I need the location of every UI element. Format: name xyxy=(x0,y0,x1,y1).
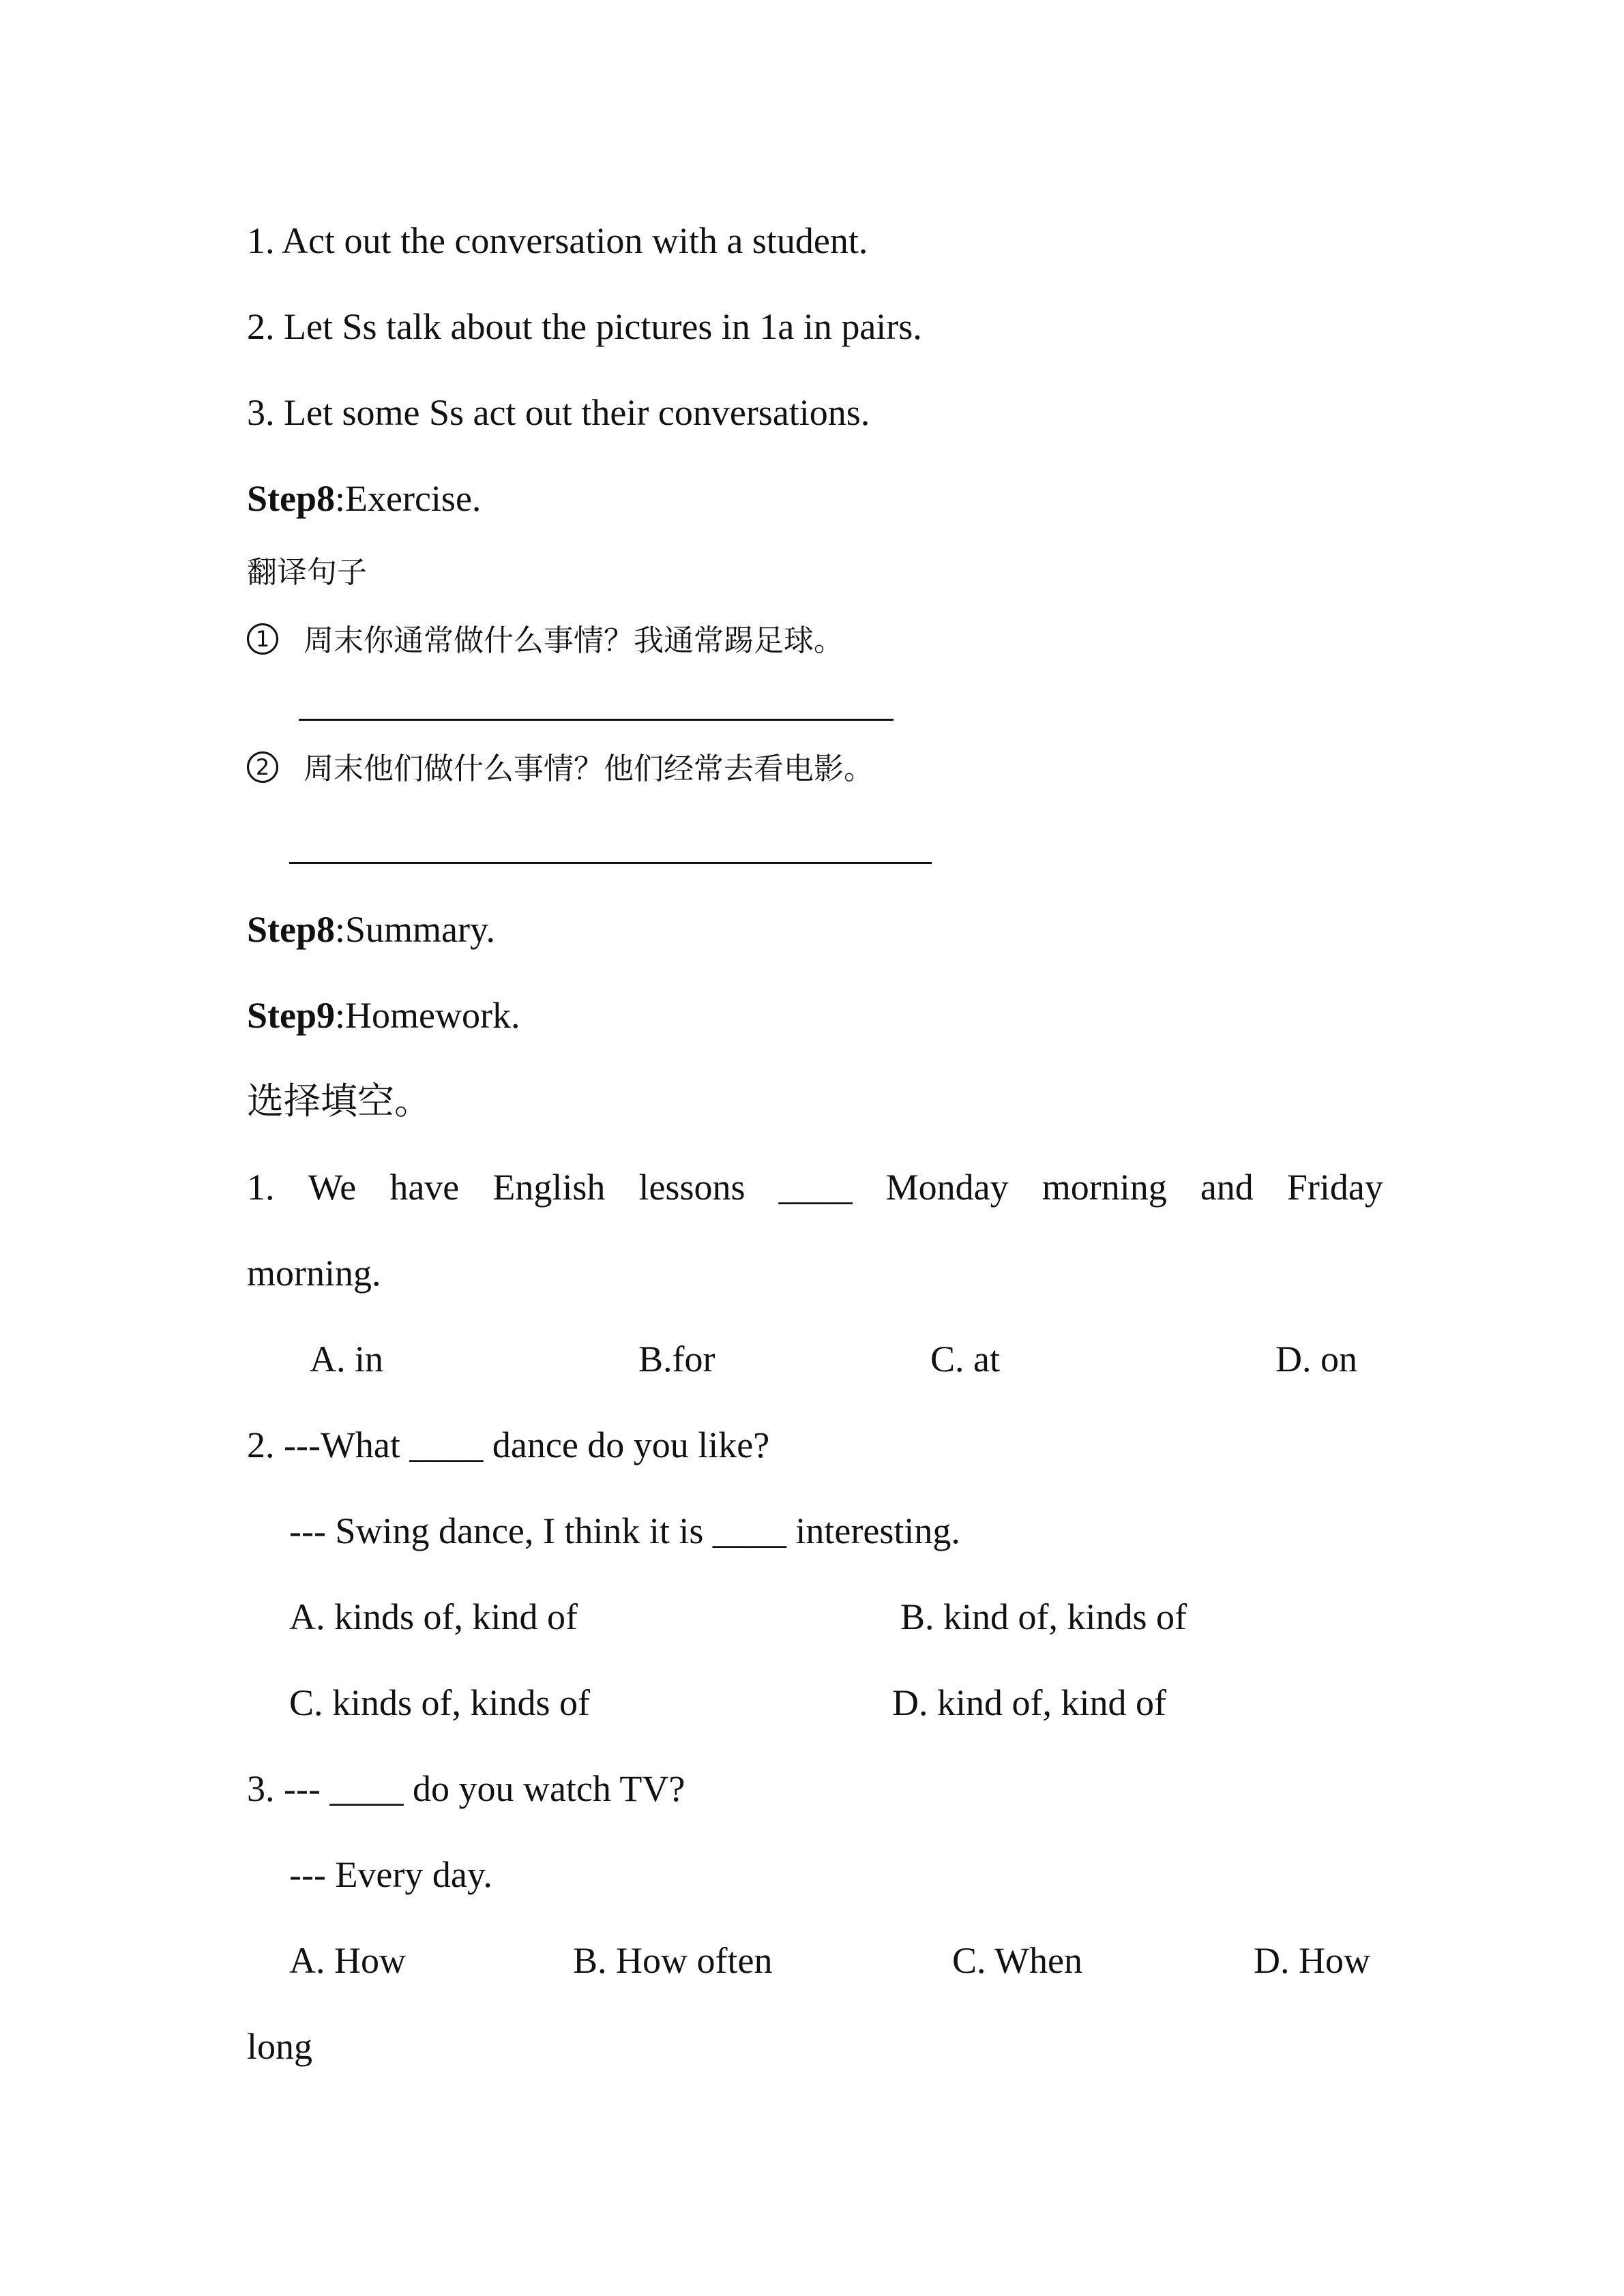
step9-homework-heading xyxy=(247,997,520,1034)
step-label: Step9 xyxy=(247,995,336,1036)
step8-exercise-heading xyxy=(247,480,481,517)
translate-question-2: 周末他们做什么事情？他们经常去看电影。 xyxy=(304,751,874,786)
question-1-option-d[interactable]: D. on xyxy=(1275,1339,1357,1380)
question-2-reply: --- Swing dance, I think it is ____ interesting. xyxy=(289,1510,960,1551)
question-2-option-c[interactable]: C. kinds of, kinds of xyxy=(289,1682,591,1723)
procedure-item-3: 3. Let some Ss act out their conversations. xyxy=(247,392,870,433)
step-label: Step8 xyxy=(247,909,336,950)
procedure-item-1: 1. Act out the conversation with a student. xyxy=(247,220,868,261)
word: 1. xyxy=(247,1167,275,1208)
procedure-item-2: 2. Let Ss talk about the pictures in 1a in pairs. xyxy=(247,306,922,347)
step-label: Step8 xyxy=(247,478,336,519)
word: lessons xyxy=(638,1167,745,1208)
question-3-option-d[interactable]: D. How xyxy=(1254,1940,1370,1981)
step-text: :Summary. xyxy=(335,909,495,950)
step8-summary-heading xyxy=(247,911,495,948)
question-2-prompt: 2. ---What ____ dance do you like? xyxy=(247,1425,770,1465)
question-1-line-2: morning. xyxy=(247,1253,381,1294)
question-1-option-b[interactable]: B.for xyxy=(638,1339,715,1380)
question-1-option-c[interactable]: C. at xyxy=(930,1339,1000,1380)
word: Monday xyxy=(885,1167,1009,1208)
question-2-option-d[interactable]: D. kind of, kind of xyxy=(892,1682,1166,1723)
translate-question-1: 周末你通常做什么事情？我通常踢足球。 xyxy=(304,623,844,658)
word: and xyxy=(1200,1167,1254,1208)
circled-number-2: 2 xyxy=(247,751,278,783)
question-2-option-a[interactable]: A. kinds of, kind of xyxy=(289,1596,578,1637)
word: We xyxy=(308,1167,357,1208)
word: have xyxy=(389,1167,460,1208)
word: English xyxy=(492,1167,606,1208)
question-3-option-a[interactable]: A. How xyxy=(289,1940,406,1981)
translate-heading: 翻译句子 xyxy=(247,555,367,590)
step-text: :Homework. xyxy=(335,995,520,1036)
answer-blank-1[interactable] xyxy=(299,719,894,721)
question-2-option-b[interactable]: B. kind of, kinds of xyxy=(900,1596,1187,1637)
question-1-line-1 xyxy=(247,1169,1383,1206)
question-1-option-a[interactable]: A. in xyxy=(310,1339,383,1380)
question-3-option-d-wrap: long xyxy=(247,2026,313,2067)
choice-heading: 选择填空。 xyxy=(247,1079,431,1122)
word: Friday xyxy=(1286,1167,1383,1208)
question-3-option-c[interactable]: C. When xyxy=(952,1940,1082,1981)
circled-number-1: 1 xyxy=(247,623,278,655)
answer-blank-2[interactable] xyxy=(289,862,932,864)
word: morning xyxy=(1042,1167,1167,1208)
step-text: :Exercise. xyxy=(335,478,482,519)
question-3-option-b[interactable]: B. How often xyxy=(573,1940,773,1981)
question-3-reply: --- Every day. xyxy=(289,1854,492,1895)
blank: ____ xyxy=(778,1167,853,1208)
question-3-prompt: 3. --- ____ do you watch TV? xyxy=(247,1768,685,1809)
